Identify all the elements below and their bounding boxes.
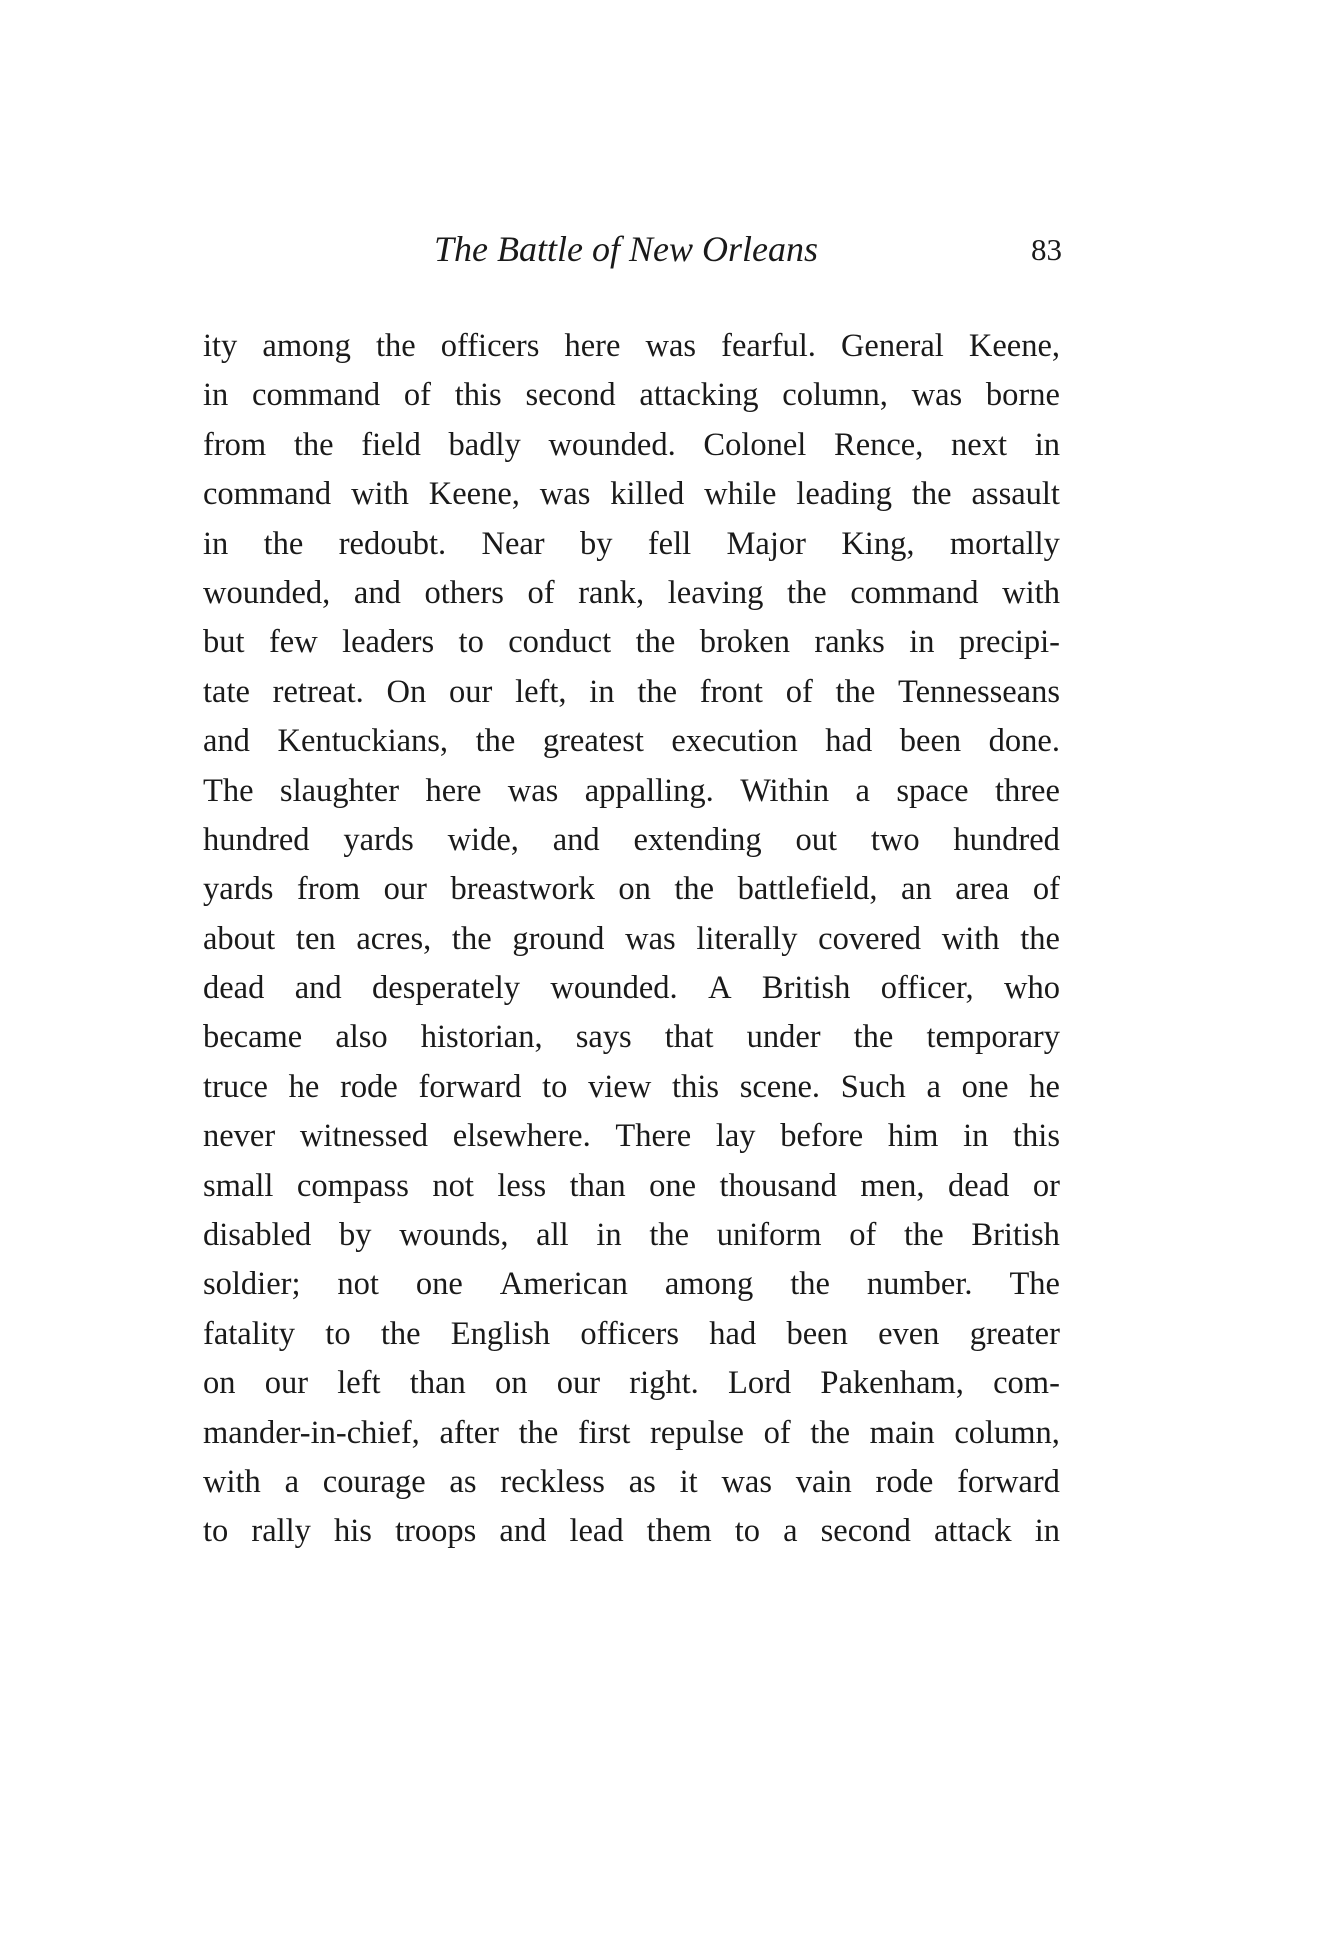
text-line: yards from our breastwork on the battlefield, an area of <box>203 871 1060 908</box>
text-line: disabled by wounds, all in the uniform of the British <box>203 1217 1060 1254</box>
text-line: tate retreat. On our left, in the front of the Tennesseans <box>203 673 1060 710</box>
text-line: in command of this second attacking column, was borne <box>203 377 1060 414</box>
text-line: on our left than on our right. Lord Pakenham, com- <box>203 1365 1060 1402</box>
text-line: to rally his troops and lead them to a second attack in <box>203 1513 1060 1550</box>
text-line: about ten acres, the ground was literally covered with the <box>203 920 1060 957</box>
text-line: ity among the officers here was fearful. General Keene, <box>203 328 1060 364</box>
text-line: dead and desperately wounded. A British officer, who <box>203 970 1060 1007</box>
text-line: truce he rode forward to view this scene. Such a one he <box>203 1068 1060 1105</box>
text-line: soldier; not one American among the number. The <box>203 1266 1060 1303</box>
text-line: mander-in-chief, after the first repulse of the main column, <box>203 1414 1060 1451</box>
text-line: The slaughter here was appalling. Within a space three <box>203 772 1060 809</box>
text-line: wounded, and others of rank, leaving the command with <box>203 574 1060 611</box>
text-line: with a courage as reckless as it was vain rode forward <box>203 1463 1060 1500</box>
page-header <box>200 228 1062 278</box>
text-line: small compass not less than one thousand men, dead or <box>203 1167 1060 1204</box>
text-line: in the redoubt. Near by fell Major King, mortally <box>203 525 1060 562</box>
body-text <box>203 322 1060 1557</box>
text-line: command with Keene, was killed while leading the assault <box>203 476 1060 513</box>
text-line: and Kentuckians, the greatest execution had been done. <box>203 723 1060 760</box>
text-line: hundred yards wide, and extending out two hundred <box>203 821 1060 858</box>
running-title: The Battle of New Orleans <box>434 229 818 269</box>
text-line: but few leaders to conduct the broken ranks in precipi- <box>203 624 1060 661</box>
page-number: 83 <box>1031 232 1062 267</box>
text-line: from the field badly wounded. Colonel Rence, next in <box>203 426 1060 463</box>
text-line: became also historian, says that under the temporary <box>203 1019 1060 1056</box>
text-line: never witnessed elsewhere. There lay before him in this <box>203 1118 1060 1155</box>
text-line: fatality to the English officers had been even greater <box>203 1315 1060 1352</box>
